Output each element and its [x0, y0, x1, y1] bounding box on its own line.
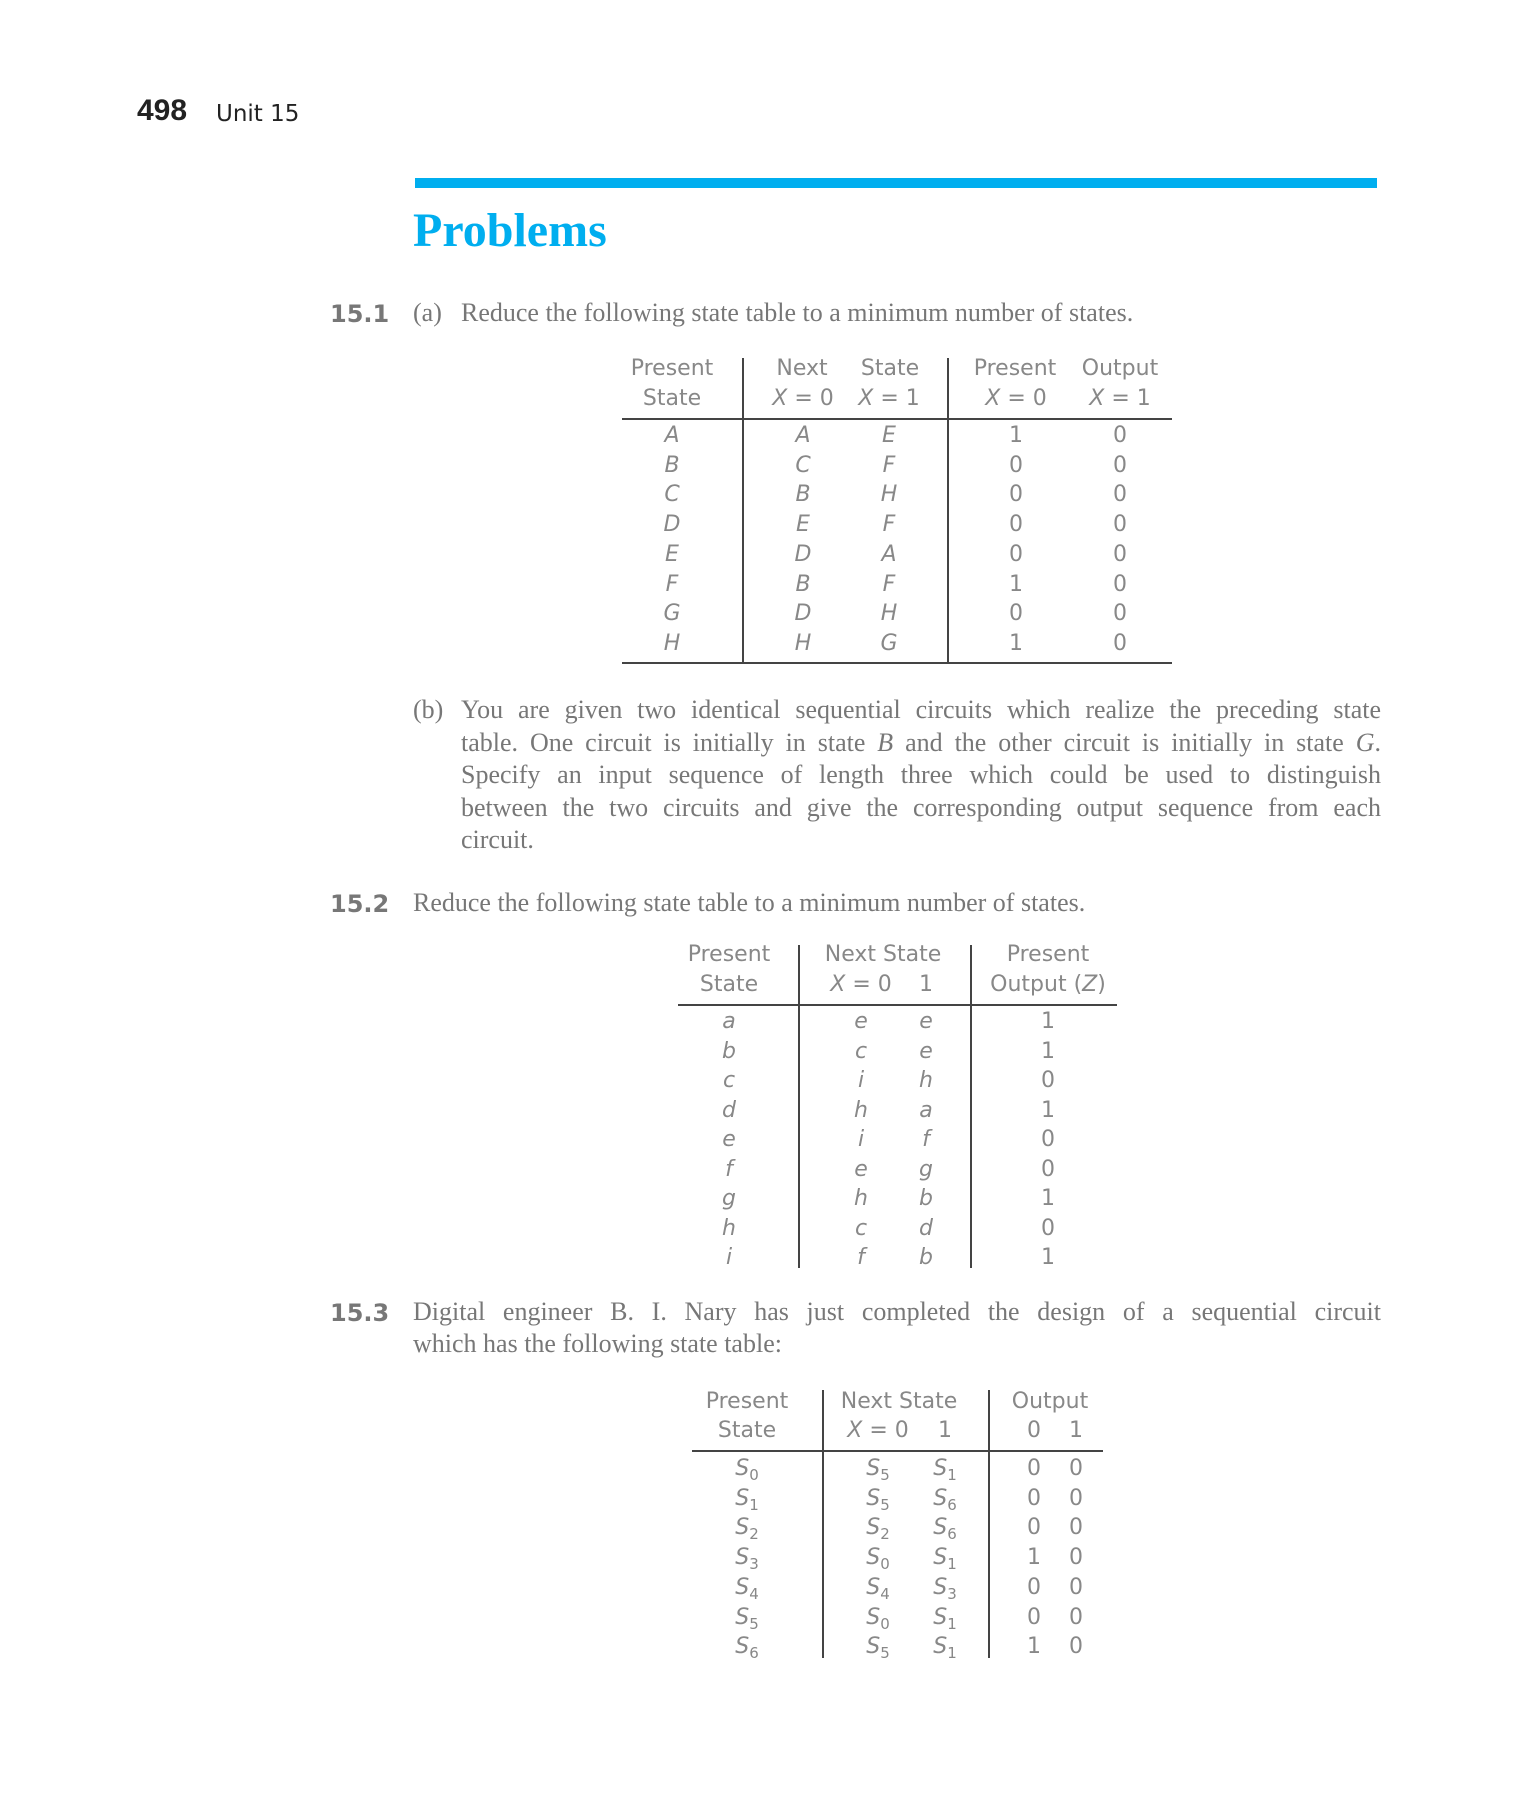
problem-number: 15.2: [330, 890, 390, 918]
paragraph-line: circuit.: [461, 825, 534, 855]
column-divider: [947, 358, 949, 663]
header-rule: [692, 1450, 1103, 1452]
table-header-cell: Next State: [824, 942, 942, 967]
table-cell: D: [663, 512, 681, 538]
table-header-cell: Present: [1006, 942, 1090, 967]
part-label: (b): [413, 695, 444, 724]
problem-number: 15.3: [330, 1299, 390, 1327]
table-cell: $S_2$: [866, 1515, 890, 1544]
table-cell: 0: [1041, 1068, 1055, 1093]
table-cell: 1: [1041, 1245, 1055, 1270]
column-divider: [742, 358, 744, 663]
table-header-cell: Output: [1011, 1389, 1089, 1414]
table-header-cell: State: [699, 972, 759, 997]
table-cell: $S_5$: [735, 1604, 759, 1633]
table-cell: b: [919, 1245, 933, 1270]
table-cell: h: [919, 1068, 933, 1093]
table-header-cell: State: [717, 1418, 777, 1443]
table-cell: 0: [1009, 452, 1023, 478]
table-cell: 1: [1027, 1634, 1041, 1660]
table-cell: b: [919, 1186, 933, 1211]
table-cell: i: [857, 1127, 865, 1152]
part-label: (a): [413, 298, 442, 327]
table-cell: e: [854, 1009, 868, 1034]
paragraph-line: table. One circuit is initially in state B and the other circuit is initially in state G.: [461, 727, 1381, 757]
table-cell: 1: [1009, 423, 1023, 448]
problem-text: Reduce the following state table to a minimum number of states.: [413, 888, 1086, 917]
table-cell: 0: [1069, 1545, 1083, 1571]
table-cell: 0: [1009, 541, 1023, 567]
table-cell: c: [854, 1215, 868, 1241]
table-cell: c: [722, 1068, 736, 1093]
table-cell: $S_6$: [933, 1515, 957, 1544]
column-divider: [798, 945, 800, 1268]
table-cell: 0: [1069, 1604, 1083, 1630]
table-cell: 0: [1113, 452, 1127, 478]
section-rule: [415, 178, 1377, 188]
table-cell: G: [663, 601, 681, 627]
table-cell: e: [722, 1127, 736, 1152]
table-header-cell: X = 0: [985, 386, 1047, 411]
table-cell: $S_5$: [866, 1634, 890, 1663]
table-cell: d: [722, 1097, 736, 1123]
table-header-cell: X = 0: [830, 972, 892, 997]
table-cell: 0: [1113, 423, 1127, 448]
table-cell: 0: [1041, 1156, 1055, 1182]
table-cell: $S_6$: [933, 1485, 957, 1514]
table-cell: C: [795, 452, 811, 478]
table-cell: $S_1$: [933, 1604, 957, 1633]
table-cell: 0: [1009, 601, 1023, 627]
table-cell: 0: [1027, 1574, 1041, 1600]
page-number: 498: [137, 94, 188, 127]
table-cell: $S_3$: [735, 1545, 759, 1574]
table-header-cell: Present: [705, 1389, 789, 1414]
table-cell: 0: [1027, 1485, 1041, 1511]
table-header-cell: X = 1: [858, 386, 920, 411]
table-cell: 0: [1027, 1456, 1041, 1481]
table-cell: A: [664, 423, 680, 448]
table-cell: 0: [1113, 601, 1127, 627]
table-cell: D: [794, 601, 812, 627]
table-cell: f: [857, 1245, 865, 1270]
column-divider: [970, 945, 972, 1268]
table-cell: 1: [1041, 1186, 1055, 1211]
table-cell: 1: [1027, 1545, 1041, 1571]
table-cell: 1: [1009, 630, 1023, 656]
table-cell: $S_4$: [735, 1574, 759, 1603]
table-cell: 0: [1113, 512, 1127, 538]
table-cell: 1: [1009, 571, 1023, 597]
table-cell: 0: [1113, 482, 1127, 508]
table-cell: e: [854, 1156, 868, 1182]
paragraph-line: Specify an input sequence of length three which could be used to distinguish: [461, 760, 1381, 790]
table-cell: b: [722, 1038, 736, 1064]
table-header-cell: Present: [973, 356, 1057, 381]
table-header-cell: 0: [1027, 1418, 1041, 1443]
table-cell: $S_2$: [735, 1515, 759, 1544]
table-cell: 0: [1113, 571, 1127, 597]
header-rule: [678, 1004, 1117, 1006]
table-header-cell: 1: [919, 972, 933, 997]
table-cell: $S_1$: [933, 1456, 957, 1484]
table-cell: $S_4$: [866, 1574, 890, 1603]
table-header-cell: State: [860, 356, 920, 381]
table-cell: $S_3$: [933, 1574, 957, 1603]
table-cell: 0: [1069, 1574, 1083, 1600]
table-cell: 0: [1009, 482, 1023, 508]
table-cell: h: [854, 1186, 868, 1211]
column-divider: [822, 1390, 824, 1658]
table-cell: H: [794, 630, 812, 656]
table-header-cell: Present: [630, 356, 714, 381]
table-cell: $S_0$: [866, 1604, 890, 1633]
table-cell: G: [880, 630, 898, 656]
table-header-cell: X = 0: [847, 1418, 909, 1443]
header-rule: [622, 418, 1172, 420]
table-cell: h: [854, 1097, 868, 1123]
table-cell: A: [795, 423, 811, 448]
table-cell: a: [919, 1097, 933, 1123]
table-cell: 0: [1041, 1215, 1055, 1241]
table-header-cell: Output (Z): [990, 972, 1106, 997]
paragraph-line: You are given two identical sequential circuits which realize the preceding state: [461, 695, 1381, 724]
table-cell: $S_5$: [866, 1456, 890, 1484]
table-cell: H: [880, 601, 898, 627]
table-cell: F: [882, 512, 896, 538]
table-cell: 1: [1041, 1038, 1055, 1064]
table-cell: 0: [1113, 630, 1127, 656]
table-header-cell: X = 1: [1089, 386, 1151, 411]
table-cell: F: [882, 571, 896, 597]
table-cell: A: [881, 541, 897, 567]
section-title: Problems: [413, 204, 607, 257]
paragraph-line: which has the following state table:: [413, 1329, 782, 1358]
table-cell: d: [919, 1215, 933, 1241]
table-cell: i: [725, 1245, 733, 1270]
table-cell: $S_0$: [866, 1545, 890, 1574]
table-cell: $S_0$: [735, 1456, 759, 1484]
paragraph-line: between the two circuits and give the corresponding output sequence from each: [461, 792, 1381, 822]
table-header-cell: 1: [938, 1418, 952, 1443]
table-cell: f: [725, 1156, 733, 1182]
table-cell: 0: [1027, 1515, 1041, 1541]
table-cell: f: [922, 1127, 930, 1152]
table-cell: a: [722, 1009, 736, 1034]
table-cell: 0: [1069, 1634, 1083, 1660]
table-cell: E: [882, 423, 896, 448]
table-cell: 0: [1009, 512, 1023, 538]
table-cell: E: [796, 512, 810, 538]
table-cell: $S_1$: [933, 1545, 957, 1574]
table-cell: D: [794, 541, 812, 567]
table-cell: c: [854, 1038, 868, 1064]
table-cell: 1: [1041, 1097, 1055, 1123]
column-divider: [988, 1390, 990, 1658]
problem-text: Reduce the following state table to a minimum number of states.: [461, 298, 1134, 327]
table-cell: h: [722, 1215, 736, 1241]
table-header-cell: Present: [687, 942, 771, 967]
table-cell: 1: [1041, 1009, 1055, 1034]
table-cell: B: [795, 571, 811, 597]
table-cell: 0: [1113, 541, 1127, 567]
table-cell: 0: [1069, 1485, 1083, 1511]
table-cell: e: [919, 1009, 933, 1034]
table-cell: $S_1$: [735, 1485, 759, 1514]
table-cell: e: [919, 1038, 933, 1064]
table-cell: B: [795, 482, 811, 508]
table-cell: $S_5$: [866, 1485, 890, 1514]
table-header-cell: X = 0: [772, 386, 834, 411]
table-cell: 0: [1069, 1515, 1083, 1541]
table-cell: H: [663, 630, 681, 656]
unit-label: Unit 15: [216, 101, 300, 127]
table-cell: $S_6$: [735, 1634, 759, 1663]
table-cell: 0: [1069, 1456, 1083, 1481]
table-cell: $S_1$: [933, 1634, 957, 1663]
table-cell: F: [665, 571, 679, 597]
table-cell: E: [665, 541, 679, 567]
table-cell: g: [919, 1156, 933, 1182]
table-cell: F: [882, 452, 896, 478]
table-cell: g: [722, 1186, 736, 1211]
bottom-rule: [622, 662, 1172, 664]
table-cell: i: [857, 1068, 865, 1093]
problem-number: 15.1: [330, 300, 390, 328]
table-cell: C: [664, 482, 680, 508]
table-cell: H: [880, 482, 898, 508]
table-header-cell: Next State: [840, 1389, 958, 1414]
table-header-cell: 1: [1069, 1418, 1083, 1443]
table-header-cell: State: [642, 386, 702, 411]
paragraph-line: Digital engineer B. I. Nary has just completed the design of a sequential circuit: [413, 1297, 1381, 1326]
table-header-cell: Next: [776, 356, 828, 381]
table-cell: B: [664, 452, 680, 478]
table-cell: 0: [1041, 1127, 1055, 1152]
table-header-cell: Output: [1081, 356, 1159, 381]
table-cell: 0: [1027, 1604, 1041, 1630]
